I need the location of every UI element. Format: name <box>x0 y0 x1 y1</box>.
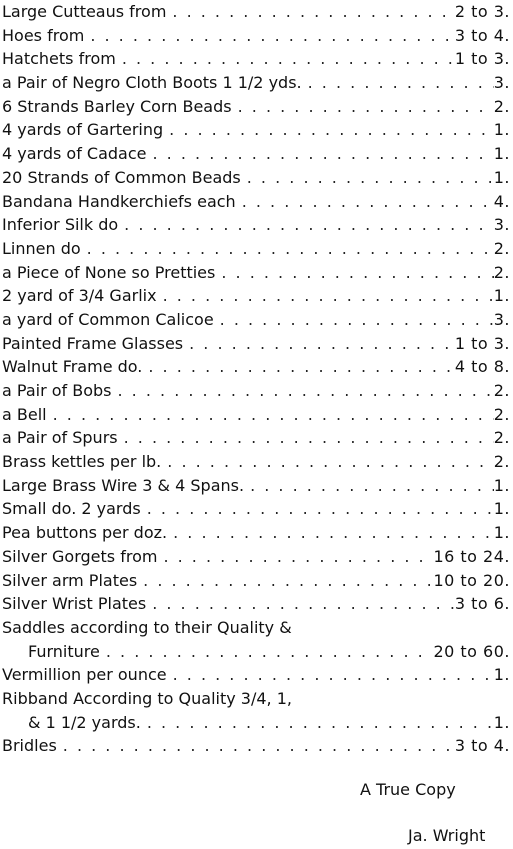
dot-leader <box>244 474 494 498</box>
item-price: 1. <box>493 120 510 140</box>
list-item <box>2 616 510 640</box>
item-price: 16 to 24. <box>433 546 510 566</box>
item-price: 2. <box>493 428 510 448</box>
item-price: 20 to 60. <box>433 641 510 661</box>
list-item <box>2 308 510 332</box>
item-price: 1. <box>493 144 510 164</box>
dot-leader <box>141 711 494 735</box>
list-item <box>2 261 510 285</box>
list-item <box>2 95 510 119</box>
list-item <box>2 284 510 308</box>
dot-leader <box>183 332 455 356</box>
signature: Ja. Wright <box>408 826 486 845</box>
dot-leader <box>112 379 494 403</box>
dot-leader <box>161 450 493 474</box>
item-label: a Bell <box>2 404 47 424</box>
list-item <box>2 474 510 498</box>
item-label: Furniture <box>28 641 100 661</box>
item-label: Hatchets from <box>2 49 116 69</box>
list-item <box>2 592 510 616</box>
list-item <box>2 711 510 735</box>
item-label: Bandana Handkerchiefs each <box>2 191 236 211</box>
list-item <box>2 521 510 545</box>
list-item <box>2 237 510 261</box>
dot-leader <box>57 734 455 758</box>
item-price: 3. <box>493 73 510 93</box>
list-item <box>2 118 510 142</box>
dot-leader <box>167 663 494 687</box>
dot-leader <box>81 237 494 261</box>
item-price: 2. <box>493 238 510 258</box>
list-item <box>2 47 510 71</box>
item-label: a Piece of None so Pretties <box>2 262 216 282</box>
item-label: 20 Strands of Common Beads <box>2 167 241 187</box>
dot-leader <box>137 569 433 593</box>
list-item <box>2 213 510 237</box>
list-item <box>2 379 510 403</box>
dot-leader <box>84 24 454 48</box>
dot-leader <box>141 497 494 521</box>
list-item <box>2 0 510 24</box>
dot-leader <box>47 403 494 427</box>
dot-leader <box>232 95 494 119</box>
item-label: Silver arm Plates <box>2 570 138 590</box>
item-price: 1 to 3. <box>454 49 510 69</box>
item-price: 4 to 8. <box>454 357 510 377</box>
item-label: a yard of Common Calicoe <box>2 309 214 329</box>
list-item <box>2 450 510 474</box>
item-label: 4 yards of Cadace <box>2 144 147 164</box>
item-price: 3 to 4. <box>454 736 510 756</box>
dot-leader <box>241 166 494 190</box>
true-copy-note: A True Copy <box>360 780 456 799</box>
item-label: a Pair of Spurs <box>2 428 118 448</box>
item-price: 3. <box>493 309 510 329</box>
item-label: Bridles <box>2 736 57 756</box>
item-price: 1. <box>493 499 510 519</box>
item-price: 1. <box>493 286 510 306</box>
dot-leader <box>166 0 454 24</box>
list-item <box>2 190 510 214</box>
list-item <box>2 71 510 95</box>
dot-leader <box>146 592 455 616</box>
dot-leader <box>116 47 455 71</box>
list-item <box>2 663 510 687</box>
item-price: 2. <box>493 404 510 424</box>
dot-leader <box>167 521 494 545</box>
item-label: Brass kettles per lb. <box>2 452 162 472</box>
price-list <box>2 0 510 758</box>
item-label: Saddles according to their Quality & <box>2 617 292 637</box>
dot-leader <box>236 190 494 214</box>
item-price: 2. <box>493 381 510 400</box>
item-label: 6 Strands Barley Corn Beads <box>2 96 232 116</box>
item-price: 1. <box>493 665 510 685</box>
item-label: Silver Gorgets from <box>2 546 158 566</box>
dot-leader <box>147 142 494 166</box>
item-label: Large Brass Wire 3 & 4 Spans. <box>2 475 245 495</box>
dot-leader <box>214 308 494 332</box>
dot-leader <box>142 355 454 379</box>
item-label: Vermillion per ounce <box>2 665 167 685</box>
item-label: Painted Frame Glasses <box>2 333 184 353</box>
dot-leader <box>157 545 433 569</box>
item-price: 4. <box>493 191 510 211</box>
dot-leader <box>118 426 494 450</box>
item-label: 4 yards of Gartering <box>2 120 164 140</box>
item-label: Hoes from <box>2 25 85 45</box>
item-price: 1. <box>493 523 510 543</box>
item-price: 10 to 20. <box>433 570 510 590</box>
item-label: & 1 1/2 yards. <box>28 712 141 732</box>
list-item <box>2 687 510 711</box>
list-item <box>2 24 510 48</box>
dot-leader <box>163 118 494 142</box>
dot-leader <box>302 71 494 95</box>
list-item <box>2 166 510 190</box>
item-label: a Pair of Negro Cloth Boots 1 1/2 yds. <box>2 73 302 93</box>
dot-leader <box>100 640 434 664</box>
item-price: 1. <box>493 167 510 187</box>
list-item <box>2 569 510 593</box>
list-item <box>2 497 510 521</box>
list-item <box>2 355 510 379</box>
item-price: 3 to 4. <box>454 25 510 45</box>
item-price: 1. <box>493 712 510 732</box>
item-price: 1 to 3. <box>454 333 510 353</box>
item-label: Silver Wrist Plates <box>2 594 147 614</box>
item-label: Linnen do <box>2 238 81 258</box>
item-price: 2. <box>493 262 510 282</box>
list-item <box>2 332 510 356</box>
dot-leader <box>118 213 494 237</box>
item-label: 2 yard of 3/4 Garlix <box>2 286 157 306</box>
item-label: a Pair of Bobs <box>2 381 112 400</box>
item-price: 2. <box>493 96 510 116</box>
item-price: 2. <box>493 452 510 472</box>
list-item <box>2 545 510 569</box>
item-label: Small do. 2 yards <box>2 499 141 519</box>
list-item <box>2 426 510 450</box>
item-price: 3. <box>493 215 510 235</box>
item-label: Ribband According to Quality 3/4, 1, <box>2 688 292 708</box>
item-label: Walnut Frame do. <box>2 357 143 377</box>
list-item <box>2 640 510 664</box>
dot-leader <box>157 284 494 308</box>
item-label: Pea buttons per doz. <box>2 523 168 543</box>
item-price: 3 to 6. <box>454 594 510 614</box>
item-label: Large Cutteaus from <box>2 2 167 21</box>
dot-leader <box>215 261 493 285</box>
list-item <box>2 142 510 166</box>
list-item <box>2 403 510 427</box>
item-label: Inferior Silk do <box>2 215 119 235</box>
item-price: 1. <box>493 475 510 495</box>
list-item <box>2 734 510 758</box>
item-price: 2 to 3. <box>454 2 510 21</box>
